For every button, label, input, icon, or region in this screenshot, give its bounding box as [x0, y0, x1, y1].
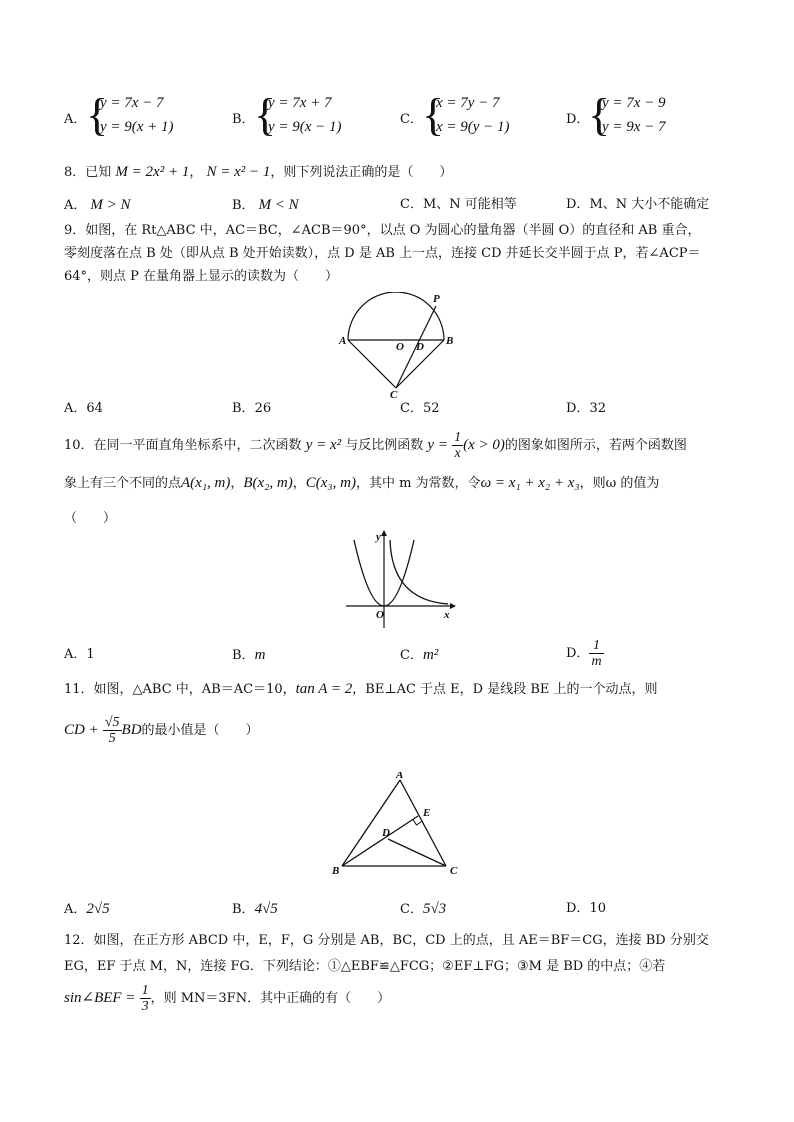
q9-label-c: C: [390, 389, 398, 398]
q10-inv-lhs: y =: [427, 437, 448, 453]
arrow-right-icon: [450, 603, 456, 609]
q10-option-d-frac: [589, 638, 603, 669]
q12-sin-num: 1: [141, 983, 149, 998]
q11-option-c[interactable]: [400, 898, 446, 921]
q11-option-b-text: 4√5: [254, 901, 278, 917]
q8-m-expr: M = 2x² + 1: [115, 164, 190, 180]
q12-sin-frac: [140, 983, 151, 1014]
q10-option-a[interactable]: [64, 644, 95, 666]
q10-option-b-label: B．: [232, 648, 255, 663]
q8-option-c[interactable]: [400, 194, 517, 216]
q12-sin-expr: sin∠BEF =: [64, 990, 136, 1006]
q11-tan-expr: tan A = 2: [295, 681, 353, 697]
q10-line1-mid: 与反比例函数: [345, 438, 424, 453]
q11-segment-ab: [342, 780, 400, 866]
q8-option-c-label: C．: [400, 197, 423, 212]
q12-stem-line1: 12．如图，在正方形 ABCD 中，E，F，G 分别是 AB，BC，CD 上的点，且 AE＝BF＝CG，连接 BD 分别交: [64, 933, 709, 948]
q10-line2-pre: 象上有三个不同的点: [64, 476, 182, 491]
q10-label-x: x: [444, 609, 450, 621]
q10-label-o: O: [376, 609, 384, 621]
q9-option-a-text: 64: [86, 401, 103, 416]
q9-label-a: A: [339, 335, 347, 347]
q11-expr-bd: BD: [121, 722, 142, 738]
q11-frac-den: 5: [108, 731, 116, 746]
q11-option-d[interactable]: [566, 898, 606, 920]
arrow-up-icon: [381, 530, 387, 536]
q10-function-graph: [344, 530, 456, 630]
q10-omega-expr: ω = x₁ + x₂ + x₃: [480, 475, 580, 491]
q10-option-c-text: m²: [422, 647, 439, 663]
q9-label-o: O: [396, 341, 404, 353]
q9-label-b: B: [446, 335, 454, 347]
q7-option-a-label: A．: [64, 112, 87, 127]
q12-stem-line3: [64, 978, 390, 1019]
q9-label-p: P: [433, 293, 440, 305]
q7-option-d-eq2: y = 9x − 7: [602, 119, 666, 135]
q8-option-d-text: M、N 大小不能确定: [589, 197, 710, 212]
q9-option-c-text: 52: [422, 401, 440, 416]
q11-line1-post: ，BE⊥AC 于点 E，D 是线段 BE 上的一个动点，则: [352, 682, 658, 697]
q10-line1-pre: 10．在同一平面直角坐标系中，二次函数: [64, 438, 302, 453]
q11-option-a-label: A．: [64, 902, 87, 917]
q12-stem-line2: EG，EF 于点 M，N，连接 FG．下列结论：①△EBF≌△FCG；②EF⊥FG；③M 是 BD 的中点；④若: [64, 959, 666, 974]
q7-option-c-eq1: x = 7y − 7: [436, 95, 500, 111]
q8-stem-post: ，则下列说法正确的是（ ）: [270, 165, 453, 180]
q11-option-c-text: 5√3: [422, 901, 447, 917]
q9-option-d-text: 32: [589, 401, 606, 416]
q7-option-c-eq2: x = 9(y − 1): [436, 119, 510, 135]
q8-stem-pre: 8．已知: [64, 165, 112, 180]
q9-option-b[interactable]: [232, 398, 271, 420]
q10-quad-expr: y = x²: [305, 437, 342, 453]
q7-option-d-label: D．: [566, 112, 590, 127]
q7-option-a-eq1: y = 7x − 7: [100, 95, 164, 111]
q8-option-d[interactable]: [566, 194, 709, 216]
q11-segment-cd: [388, 839, 446, 866]
q9-label-d: D: [416, 341, 424, 353]
q7-option-b-label: B．: [232, 112, 255, 127]
q7-option-d-eq1: y = 7x − 9: [602, 95, 666, 111]
q10-line2-mid: ，其中 m 为常数，令: [355, 476, 481, 491]
q8-option-b-text: M < N: [258, 197, 299, 213]
q10-hyperbola: [390, 540, 448, 604]
q10-point-c: C(x₃, m): [305, 475, 356, 491]
q7-option-b-eq2: y = 9(x − 1): [268, 119, 342, 135]
q11-label-a: A: [396, 772, 404, 781]
q10-stem-line2: 象上有三个不同的点A(x₁, m)，B(x₂, m)，C(x₃, m)，其中 m 为常数，令ω = x₁ + x₂ + x₃，则ω 的值为: [64, 475, 660, 491]
q11-label-e: E: [423, 807, 431, 819]
q9-option-d[interactable]: [566, 398, 606, 420]
q7-option-a-eq2: y = 9(x + 1): [100, 119, 174, 135]
q11-option-d-text: 10: [589, 901, 606, 916]
q9-option-a-label: A．: [64, 401, 87, 416]
q11-option-d-label: D．: [566, 901, 590, 916]
q9-stem-line1: 9．如图，在 Rt△ABC 中，AC＝BC，∠ACB＝90°，以点 O 为圆心的量角器（半圆 O）的直径和 AB 重合，: [64, 223, 701, 238]
q11-frac: [103, 715, 122, 746]
q11-stem-line1: [64, 678, 658, 701]
q11-stem-line2: [64, 710, 259, 751]
q10-option-b-text: m: [254, 647, 266, 663]
q10-inv-num: 1: [454, 430, 462, 445]
q11-label-b: B: [332, 865, 340, 876]
q10-stem-line1: [64, 428, 687, 463]
right-angle-icon: [413, 820, 422, 826]
q8-option-d-label: D．: [566, 197, 590, 212]
q9-protractor-figure: [336, 292, 466, 398]
q7-option-c-label: C．: [400, 112, 423, 127]
q8-stem: [64, 161, 452, 184]
q8-sep: ，: [189, 165, 203, 180]
q10-point-b: B(x₂, m): [243, 475, 293, 491]
q9-option-b-label: B．: [232, 401, 255, 416]
q8-option-a-label: A．: [64, 198, 87, 213]
q12-sin-den: 3: [141, 999, 149, 1014]
q10-option-d-den: m: [591, 654, 602, 669]
q9-segment-ac: [348, 340, 396, 388]
q9-option-c[interactable]: [400, 398, 440, 420]
q10-point-a: A(x₁, m): [181, 475, 231, 491]
brace-icon: {: [422, 89, 445, 140]
q11-frac-num: √5: [104, 715, 120, 730]
q10-label-y: y: [376, 531, 381, 543]
q9-stem-line3: 64°，则点 P 在量角器上显示的读数为（ ）: [64, 269, 339, 284]
q11-option-b[interactable]: [232, 898, 278, 921]
q10-inv-frac: [452, 430, 463, 461]
q11-option-c-label: C．: [400, 902, 423, 917]
q10-option-d-label: D．: [566, 646, 590, 661]
q8-option-b-label: B．: [232, 198, 255, 213]
q11-segment-be: [342, 816, 418, 866]
q10-option-a-label: A．: [64, 647, 87, 662]
q10-option-a-text: 1: [86, 647, 95, 662]
q8-option-a-text: M > N: [90, 197, 131, 213]
q11-option-b-label: B．: [232, 902, 255, 917]
brace-icon: {: [254, 89, 277, 140]
brace-icon: {: [86, 89, 109, 140]
q10-option-d[interactable]: [566, 634, 604, 674]
q9-option-d-label: D．: [566, 401, 590, 416]
q10-option-b[interactable]: [232, 644, 265, 667]
q8-option-b[interactable]: [232, 194, 299, 217]
q11-line2-post: 的最小值是（ ）: [141, 723, 259, 738]
q8-option-a[interactable]: [64, 194, 131, 217]
q11-label-d: D: [382, 827, 390, 839]
q9-option-c-label: C．: [400, 401, 423, 416]
q9-option-a[interactable]: [64, 398, 103, 420]
q8-option-c-text: M、N 可能相等: [422, 197, 517, 212]
q9-semicircle: [348, 292, 444, 340]
q10-option-c[interactable]: [400, 644, 438, 667]
q11-triangle-figure: [330, 772, 466, 876]
q10-line2-post: ，则ω 的值为: [579, 476, 660, 491]
q10-stem-line3: （ ）: [64, 511, 117, 526]
q10-inv-cond: (x > 0): [463, 437, 505, 453]
q7-option-b-eq1: y = 7x + 7: [268, 95, 332, 111]
q10-option-d-num: 1: [589, 638, 603, 654]
brace-icon: {: [588, 89, 611, 140]
q11-option-a-text: 2√5: [86, 901, 110, 917]
q12-line3-post: ，则 MN＝3FN．其中正确的有（ ）: [150, 991, 391, 1006]
q10-option-c-label: C．: [400, 648, 423, 663]
q11-option-a[interactable]: [64, 898, 110, 921]
q11-line1-pre: 11．如图，△ABC 中，AB＝AC＝10，: [64, 682, 296, 697]
q11-expr-cd: CD +: [64, 722, 99, 738]
q9-stem-line2: 零刻度落在点 B 处（即从点 B 处开始读数），点 D 是 AB 上一点，连接 CD 并延长交半圆于点 P，若∠ACP＝: [64, 246, 701, 261]
q10-line1-post: 的图象如图所示，若两个函数图: [504, 438, 687, 453]
q9-option-b-text: 26: [254, 401, 272, 416]
q8-n-expr: N = x² − 1: [206, 164, 271, 180]
q11-label-c: C: [450, 865, 458, 876]
q10-inv-den: x: [454, 446, 461, 461]
